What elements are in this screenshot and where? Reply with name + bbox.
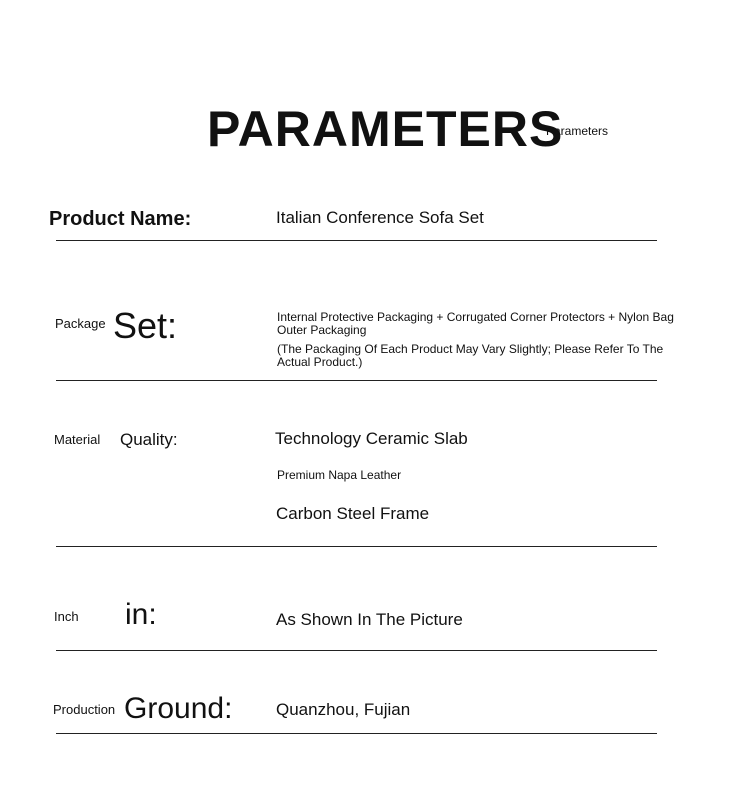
divider bbox=[56, 733, 657, 734]
material-value-3: Carbon Steel Frame bbox=[276, 504, 430, 523]
divider bbox=[56, 650, 657, 651]
divider bbox=[56, 546, 657, 547]
material-value-1: Technology Ceramic Slab bbox=[275, 429, 468, 448]
production-value: Quanzhou, Fujian bbox=[276, 700, 411, 719]
divider bbox=[56, 240, 657, 241]
inch-label-big: in: bbox=[125, 598, 157, 631]
page-title: PARAMETERS bbox=[207, 101, 564, 157]
material-label-big: Quality: bbox=[120, 430, 178, 449]
product-name-value: Italian Conference Sofa Set bbox=[276, 208, 484, 227]
material-value-2: Premium Napa Leather bbox=[277, 468, 402, 482]
inch-label-small: Inch bbox=[54, 609, 79, 624]
production-label-small: Production bbox=[53, 702, 116, 717]
product-name-label: Product Name: bbox=[49, 208, 192, 230]
page-subtitle: Parameters bbox=[546, 124, 609, 138]
package-label-small: Package bbox=[55, 316, 106, 331]
production-label-big: Ground: bbox=[124, 692, 233, 725]
package-value-line1: Internal Protective Packaging + Corrugated Corner Protectors + Nylon Bag Outer Packaging bbox=[277, 310, 674, 337]
divider bbox=[56, 380, 657, 381]
package-label-big: Set: bbox=[113, 305, 178, 346]
material-label-small: Material bbox=[54, 432, 101, 447]
inch-value: As Shown In The Picture bbox=[276, 610, 463, 629]
package-value-line2: (The Packaging Of Each Product May Vary Slightly; Please Refer To The Actual Product.) bbox=[277, 342, 664, 369]
